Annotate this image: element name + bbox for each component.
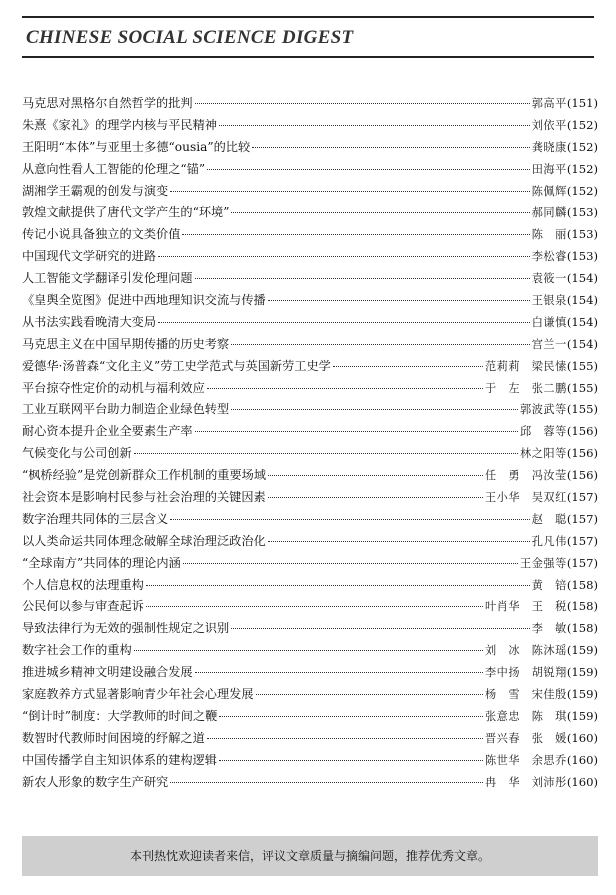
toc-entry[interactable] [22, 356, 598, 378]
dot-leader [231, 409, 518, 410]
toc-entry[interactable] [22, 640, 598, 662]
toc-entry-title: “倒计时”制度：大学教师的时间之鞭 [22, 708, 218, 723]
toc-entry-author: 冉 华 刘沛彤 [484, 775, 567, 789]
toc-entry[interactable] [22, 728, 598, 750]
dot-leader [256, 694, 483, 695]
dot-leader [231, 212, 529, 213]
toc-entry[interactable] [22, 553, 598, 575]
toc-entry-title: 《皇舆全览图》促进中西地理知识交流与传播 [22, 293, 266, 308]
toc-entry-page: (159) [566, 708, 598, 723]
toc-entry-page: (159) [566, 643, 598, 658]
toc-entry-page: (156) [566, 468, 598, 483]
toc-entry[interactable] [22, 202, 598, 224]
toc-entry-page: (158) [566, 577, 598, 592]
dot-leader [158, 256, 530, 257]
dot-leader [146, 585, 530, 586]
toc-entry-page: (158) [566, 599, 598, 614]
toc-entry-title: 工业互联网平台助力制造企业绿色转型 [22, 402, 230, 417]
toc-entry[interactable] [22, 115, 598, 137]
toc-entry-title: 数字治理共同体的三层含义 [22, 511, 169, 526]
dot-leader [134, 650, 483, 651]
toc-entry-author: 陈 丽 [531, 228, 567, 242]
dot-leader [170, 519, 529, 520]
dot-leader [268, 541, 530, 542]
toc-entry-title: 传记小说具备独立的文类价值 [22, 227, 181, 242]
dot-leader [333, 366, 483, 367]
toc-entry-title: 平台掠夺性定价的动机与福利效应 [22, 380, 205, 395]
toc-entry-author: 陈佩辉 [531, 184, 567, 198]
toc-entry-title: 马克思主义在中国早期传播的历史考察 [22, 336, 230, 351]
toc-entry[interactable] [22, 443, 598, 465]
toc-entry-title: 导致法律行为无效的强制性规定之识别 [22, 621, 230, 636]
toc-entry[interactable] [22, 334, 598, 356]
toc-entry-title: 爱德华·汤普森“文化主义”劳工史学范式与英国新劳工史学 [22, 358, 331, 373]
dot-leader [268, 300, 530, 301]
toc-entry-page: (154) [566, 314, 598, 329]
toc-entry-page: (155) [566, 380, 598, 395]
toc-entry[interactable] [22, 137, 598, 159]
dot-leader [170, 782, 483, 783]
toc-entry-author: 李中扬 胡锐翔 [484, 666, 567, 680]
toc-entry-title: 以人类命运共同体理念破解全球治理泛政治化 [22, 533, 266, 548]
toc-entry-title: 社会资本是影响村民参与社会治理的关键因素 [22, 490, 266, 505]
toc-entry-page: (157) [566, 555, 598, 570]
toc-entry-title: “全球南方”共同体的理论内涵 [22, 555, 181, 570]
toc-entry[interactable] [22, 465, 598, 487]
toc-entry-page: (159) [566, 665, 598, 680]
toc-entry-page: (152) [566, 117, 598, 132]
toc-entry[interactable] [22, 662, 598, 684]
dot-leader [195, 278, 530, 279]
toc-entry[interactable] [22, 772, 598, 794]
toc-entry-author: 郭波武等 [520, 403, 567, 417]
toc-entry-page: (154) [566, 271, 598, 286]
dot-leader [219, 716, 483, 717]
toc-entry[interactable] [22, 487, 598, 509]
toc-entry[interactable] [22, 378, 598, 400]
journal-title: CHINESE SOCIAL SCIENCE DIGEST [26, 27, 354, 48]
toc-entry[interactable] [22, 706, 598, 728]
dot-leader [231, 628, 530, 629]
toc-entry-author: 龚晓康 [531, 140, 567, 154]
toc-entry-page: (156) [566, 424, 598, 439]
toc-entry-author: 林之阳等 [520, 447, 567, 461]
toc-entry[interactable] [22, 159, 598, 181]
dot-leader [195, 672, 483, 673]
toc-entry-author: 孔凡伟 [531, 534, 567, 548]
toc-entry-title: 敦煌文献提供了唐代文学产生的“环境” [22, 205, 230, 220]
dot-leader [170, 191, 529, 192]
toc-entry-author: 刘依平 [531, 118, 567, 132]
toc-entry[interactable] [22, 750, 598, 772]
toc-entry-title: 王阳明“本体”与亚里士多德“ousia”的比较 [22, 139, 251, 154]
toc-entry-page: (153) [566, 205, 598, 220]
toc-entry[interactable] [22, 421, 598, 443]
toc-entry-page: (157) [566, 511, 598, 526]
toc-entry[interactable] [22, 224, 598, 246]
dot-leader [182, 234, 529, 235]
toc-entry-author: 黄 锫 [531, 578, 567, 592]
toc-entry-title: “枫桥经验”是党创新群众工作机制的重要场域 [22, 468, 267, 483]
dot-leader [252, 147, 530, 148]
table-of-contents [22, 93, 598, 794]
toc-entry[interactable] [22, 312, 598, 334]
toc-entry[interactable] [22, 509, 598, 531]
toc-entry[interactable] [22, 531, 598, 553]
toc-entry-author: 田海平 [531, 162, 567, 176]
toc-entry-title: 马克思对黑格尔自然哲学的批判 [22, 96, 193, 110]
toc-entry-title: 中国传播学自主知识体系的建构逻辑 [22, 752, 217, 767]
toc-entry-author: 张意忠 陈 琪 [484, 709, 567, 723]
toc-entry-title: 从书法实践看晚清大变局 [22, 314, 157, 329]
toc-entry[interactable] [22, 246, 598, 268]
toc-entry-author: 王金强等 [520, 556, 567, 570]
toc-entry-author: 晋兴春 张 媛 [484, 731, 567, 745]
toc-entry-author: 王银泉 [531, 294, 567, 308]
toc-entry-page: (154) [566, 293, 598, 308]
journal-header [22, 16, 594, 58]
toc-entry-author: 任 勇 冯汝莹 [484, 469, 567, 483]
dot-leader [158, 322, 530, 323]
toc-entry-title: 从意向性看人工智能的伦理之“锚” [22, 161, 206, 176]
toc-entry-page: (151) [566, 96, 598, 110]
dot-leader [219, 760, 483, 761]
footer-note: 本刊热忱欢迎读者来信，评议文章质量与摘编问题，推荐优秀文章。 [129, 849, 490, 863]
toc-entry[interactable] [22, 93, 598, 115]
toc-entry-author: 于 左 张二鹏 [484, 381, 567, 395]
toc-entry-author: 杨 雪 宋佳殷 [484, 688, 567, 702]
toc-entry-title: 家庭教养方式显著影响青少年社会心理发展 [22, 687, 254, 702]
toc-entry-page: (157) [566, 490, 598, 505]
toc-entry-title: 数智时代教师时间困境的纾解之道 [22, 730, 205, 745]
dot-leader [195, 431, 518, 432]
dot-leader [268, 475, 483, 476]
toc-entry-author: 叶肖华 王 税 [484, 600, 567, 614]
toc-entry-author: 李 敏 [531, 622, 567, 636]
toc-entry[interactable] [22, 618, 598, 640]
toc-entry-page: (157) [566, 533, 598, 548]
dot-leader [219, 125, 530, 126]
toc-entry[interactable] [22, 268, 598, 290]
toc-entry-title: 推进城乡精神文明建设融合发展 [22, 665, 193, 680]
dot-leader [207, 169, 530, 170]
toc-entry[interactable] [22, 399, 598, 421]
toc-entry-author: 李松睿 [531, 250, 567, 264]
toc-entry[interactable] [22, 181, 598, 203]
toc-entry-title: 朱熹《家礼》的理学内核与平民精神 [22, 117, 217, 132]
toc-entry-title: 气候变化与公司创新 [22, 446, 132, 461]
toc-entry-author: 王小华 吴双红 [484, 491, 567, 505]
toc-entry-author: 郭高平 [531, 97, 567, 110]
toc-entry-title: 中国现代文学研究的进路 [22, 249, 157, 264]
toc-entry-author: 宫兰一 [531, 337, 567, 351]
toc-entry-author: 袁筱一 [531, 272, 567, 286]
toc-entry[interactable] [22, 575, 598, 597]
toc-entry-page: (160) [566, 730, 598, 745]
toc-entry-title: 耐心资本提升企业全要素生产率 [22, 424, 193, 439]
toc-entry-page: (155) [566, 402, 598, 417]
toc-entry-author: 邱 蓉等 [520, 425, 567, 439]
dot-leader [207, 388, 483, 389]
toc-entry-page: (156) [566, 446, 598, 461]
toc-entry-page: (152) [566, 139, 598, 154]
toc-entry-author: 范莉莉 梁民愫 [484, 359, 567, 373]
toc-entry-page: (152) [566, 183, 598, 198]
dot-leader [146, 606, 483, 607]
footer-banner [22, 836, 598, 876]
toc-entry-title: 个人信息权的法理重构 [22, 577, 144, 592]
toc-entry-page: (152) [566, 161, 598, 176]
toc-entry-author: 郝同麟 [531, 206, 567, 220]
toc-entry-title: 数字社会工作的重构 [22, 643, 132, 658]
toc-entry-title: 公民何以参与审查起诉 [22, 599, 144, 614]
dot-leader [207, 738, 483, 739]
toc-entry-page: (158) [566, 621, 598, 636]
toc-entry-page: (159) [566, 687, 598, 702]
toc-entry-title: 湖湘学王霸观的创发与演变 [22, 183, 169, 198]
toc-entry-author: 白谦慎 [531, 315, 567, 329]
toc-entry-author: 陈世华 余思乔 [484, 753, 567, 767]
toc-entry-page: (153) [566, 249, 598, 264]
toc-entry-page: (160) [566, 752, 598, 767]
dot-leader [195, 103, 530, 104]
toc-entry-title: 新农人形象的数字生产研究 [22, 774, 169, 789]
dot-leader [268, 497, 483, 498]
toc-entry-author: 刘 冰 陈沐瑶 [484, 644, 567, 658]
toc-entry-page: (160) [566, 774, 598, 789]
toc-entry-author: 赵 聪 [531, 512, 567, 526]
toc-entry-page: (154) [566, 336, 598, 351]
toc-entry[interactable] [22, 290, 598, 312]
toc-entry[interactable] [22, 684, 598, 706]
toc-entry-page: (153) [566, 227, 598, 242]
dot-leader [183, 563, 518, 564]
toc-entry-title: 人工智能文学翻译引发伦理问题 [22, 271, 193, 286]
toc-entry[interactable] [22, 596, 598, 618]
dot-leader [134, 453, 518, 454]
dot-leader [231, 344, 530, 345]
toc-entry-page: (155) [566, 358, 598, 373]
